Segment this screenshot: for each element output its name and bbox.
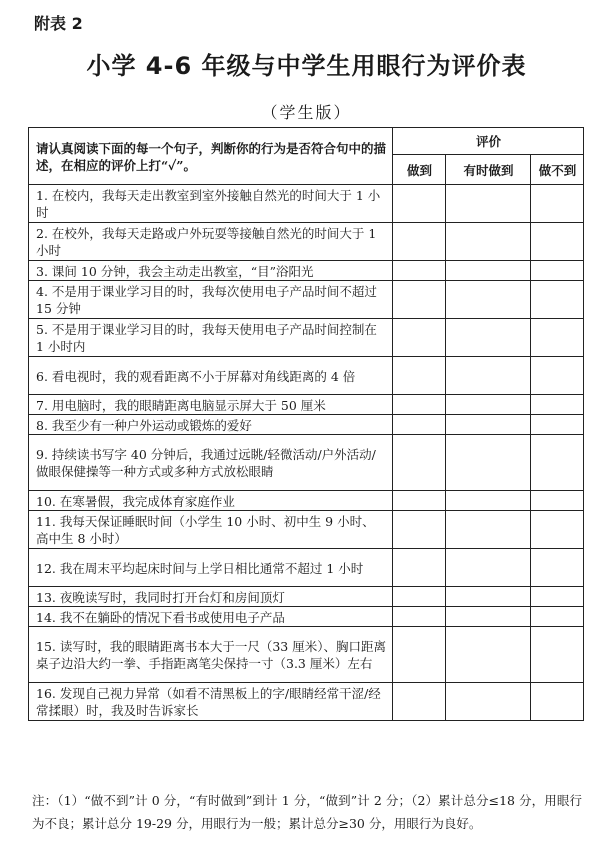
rating-cell-done[interactable] — [393, 435, 446, 491]
table-row — [29, 435, 584, 491]
rating-cell-not-done[interactable] — [531, 607, 584, 627]
rating-cell-sometimes[interactable] — [446, 491, 531, 511]
table-row — [29, 587, 584, 607]
rating-cell-sometimes[interactable] — [446, 281, 531, 319]
rating-cell-not-done[interactable] — [531, 185, 584, 223]
table-row — [29, 549, 584, 587]
rating-cell-done[interactable] — [393, 395, 446, 415]
page-title: 小学 4-6 年级与中学生用眼行为评价表 — [86, 52, 527, 80]
item-text: 6. 看电视时，我的观看距离不小于屏幕对角线距离的 4 倍 — [29, 357, 393, 395]
item-text: 10. 在寒暑假，我完成体育家庭作业 — [29, 491, 393, 511]
rating-cell-not-done[interactable] — [531, 395, 584, 415]
rating-cell-done[interactable] — [393, 185, 446, 223]
table-row — [29, 511, 584, 549]
evaluation-header: 评价 — [393, 128, 584, 155]
item-text: 12. 我在周末平均起床时间与上学日相比通常不超过 1 小时 — [29, 549, 393, 587]
rating-cell-sometimes[interactable] — [446, 607, 531, 627]
rating-cell-not-done[interactable] — [531, 281, 584, 319]
option-header-not-done: 做不到 — [531, 155, 584, 185]
evaluation-table — [28, 127, 584, 721]
rating-cell-done[interactable] — [393, 491, 446, 511]
rating-cell-done[interactable] — [393, 683, 446, 721]
table-row — [29, 281, 584, 319]
rating-cell-done[interactable] — [393, 319, 446, 357]
item-text: 1. 在校内，我每天走出教室到室外接触自然光的时间大于 1 小时 — [29, 185, 393, 223]
rating-cell-done[interactable] — [393, 549, 446, 587]
rating-cell-not-done[interactable] — [531, 261, 584, 281]
item-text: 2. 在校外，我每天走路或户外玩耍等接触自然光的时间大于 1 小时 — [29, 223, 393, 261]
rating-cell-done[interactable] — [393, 607, 446, 627]
item-text: 11. 我每天保证睡眠时间（小学生 10 小时、初中生 9 小时、高中生 8 小时） — [29, 511, 393, 549]
rating-cell-sometimes[interactable] — [446, 683, 531, 721]
rating-cell-sometimes[interactable] — [446, 319, 531, 357]
page-subtitle: （学生版） — [261, 103, 352, 122]
rating-cell-sometimes[interactable] — [446, 587, 531, 607]
item-text: 8. 我至少有一种户外运动或锻炼的爱好 — [29, 415, 393, 435]
rating-cell-not-done[interactable] — [531, 491, 584, 511]
rating-cell-not-done[interactable] — [531, 223, 584, 261]
rating-cell-done[interactable] — [393, 357, 446, 395]
table-row — [29, 357, 584, 395]
rating-cell-done[interactable] — [393, 415, 446, 435]
option-header-sometimes: 有时做到 — [446, 155, 531, 185]
scoring-note: 注：（1）“做不到”计 0 分，“有时做到”到计 1 分，“做到”计 2 分；（2）累计总分≤18 分，用眼行为不良；累计总分 19-29 分，用眼行为一般；累计总分≥30 分，用眼行为良好。 — [32, 793, 582, 831]
item-text: 14. 我不在躺卧的情况下看书或使用电子产品 — [29, 607, 393, 627]
rating-cell-sometimes[interactable] — [446, 261, 531, 281]
rating-cell-not-done[interactable] — [531, 627, 584, 683]
rating-cell-sometimes[interactable] — [446, 415, 531, 435]
table-row — [29, 319, 584, 357]
appendix-label: 附表 2 — [34, 14, 83, 33]
table-row — [29, 415, 584, 435]
item-text: 5. 不是用于课业学习目的时，我每天使用电子产品时间控制在 1 小时内 — [29, 319, 393, 357]
rating-cell-done[interactable] — [393, 261, 446, 281]
table-row — [29, 395, 584, 415]
item-text: 7. 用电脑时，我的眼睛距离电脑显示屏大于 50 厘米 — [29, 395, 393, 415]
rating-cell-sometimes[interactable] — [446, 395, 531, 415]
rating-cell-done[interactable] — [393, 223, 446, 261]
item-text: 13. 夜晚读写时，我同时打开台灯和房间顶灯 — [29, 587, 393, 607]
rating-cell-not-done[interactable] — [531, 319, 584, 357]
rating-cell-sometimes[interactable] — [446, 357, 531, 395]
table-row — [29, 261, 584, 281]
table-row — [29, 491, 584, 511]
rating-cell-not-done[interactable] — [531, 415, 584, 435]
rating-cell-not-done[interactable] — [531, 549, 584, 587]
instruction-text: 请认真阅读下面的每一个句子，判断你的行为是否符合句中的描述，在相应的评价上打“✓”。 — [29, 128, 393, 185]
item-text: 9. 持续读书写字 40 分钟后，我通过远眺/轻微活动/户外活动/做眼保健操等一种方式或多种方式放松眼睛 — [29, 435, 393, 491]
option-header-done: 做到 — [393, 155, 446, 185]
rating-cell-done[interactable] — [393, 587, 446, 607]
rating-cell-done[interactable] — [393, 281, 446, 319]
rating-cell-sometimes[interactable] — [446, 511, 531, 549]
item-text: 4. 不是用于课业学习目的时，我每次使用电子产品时间不超过 15 分钟 — [29, 281, 393, 319]
rating-cell-not-done[interactable] — [531, 357, 584, 395]
table-row — [29, 627, 584, 683]
table-row — [29, 683, 584, 721]
rating-cell-sometimes[interactable] — [446, 549, 531, 587]
rating-cell-done[interactable] — [393, 511, 446, 549]
rating-cell-not-done[interactable] — [531, 683, 584, 721]
rating-cell-sometimes[interactable] — [446, 627, 531, 683]
rating-cell-done[interactable] — [393, 627, 446, 683]
rating-cell-sometimes[interactable] — [446, 185, 531, 223]
item-text: 16. 发现自己视力异常（如看不清黑板上的字/眼睛经常干涩/经常揉眼）时，我及时告诉家长 — [29, 683, 393, 721]
item-text: 15. 读写时，我的眼睛距离书本大于一尺（33 厘米）、胸口距离桌子边沿大约一拳、手指距离笔尖保持一寸（3.3 厘米）左右 — [29, 627, 393, 683]
table-row — [29, 223, 584, 261]
item-text: 3. 课间 10 分钟，我会主动走出教室，“目”浴阳光 — [29, 261, 393, 281]
rating-cell-not-done[interactable] — [531, 511, 584, 549]
rating-cell-sometimes[interactable] — [446, 435, 531, 491]
table-row — [29, 607, 584, 627]
rating-cell-sometimes[interactable] — [446, 223, 531, 261]
rating-cell-not-done[interactable] — [531, 435, 584, 491]
table-row — [29, 185, 584, 223]
rating-cell-not-done[interactable] — [531, 587, 584, 607]
